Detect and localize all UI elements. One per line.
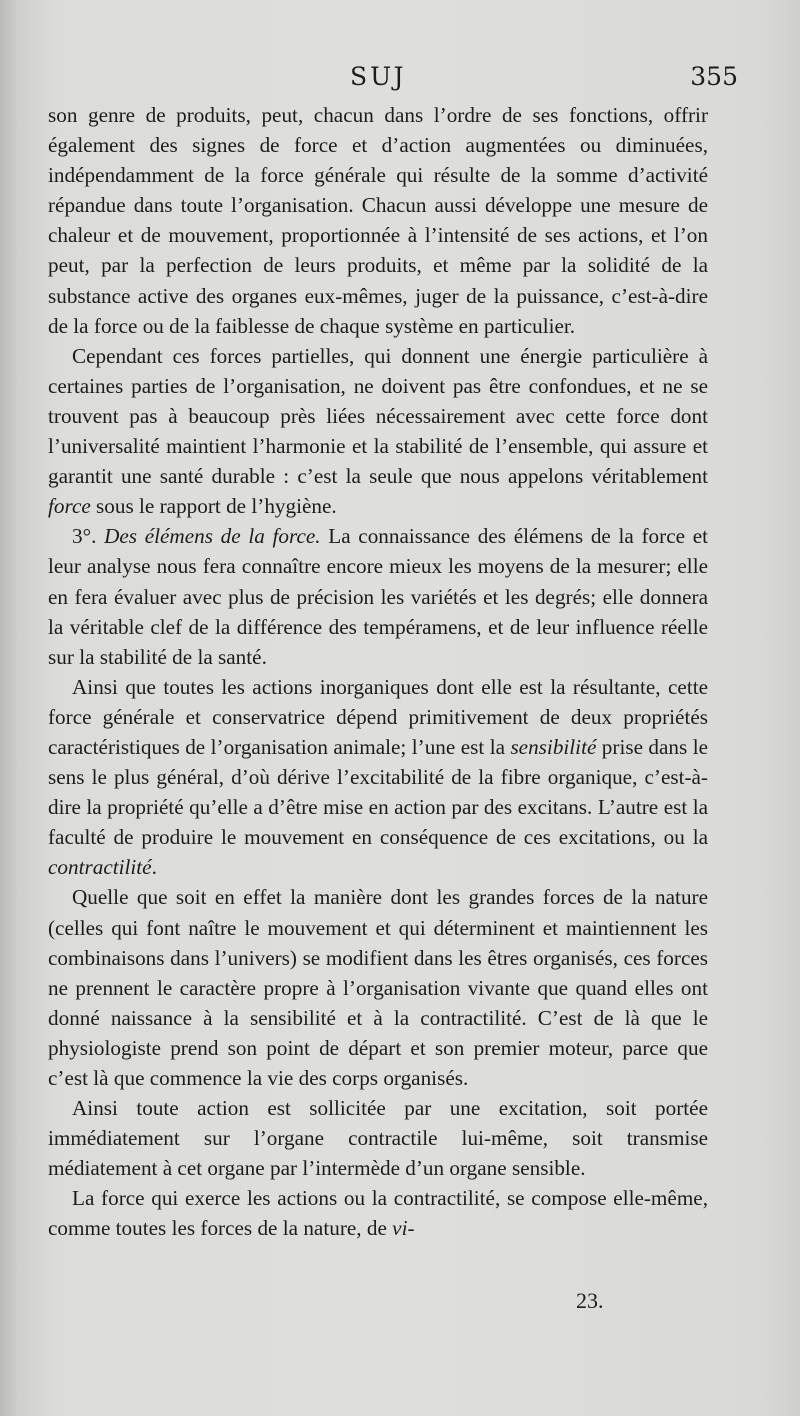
- italic-text: Des élémens de la force.: [104, 524, 321, 549]
- text-run: Cependant ces forces partielles, qui donnent une énergie particulière à certaines parties de l’organisation, ne doivent pas être confondues, et ne se trouvent pas à beaucoup près liées nécessairement avec cette force dont l’universalité maintient l’harmonie et la stabilité de l’ensemble, qui assure et garantit une santé durable : c’est la seule que nous appelons véritablement: [48, 343, 708, 489]
- text-run: La connaissance des élémens de la force et leur analyse nous fera connaître encore mieux les moyens de la mesurer; elle en fera évaluer avec plus de précision les variétés et les degrés; elle donnera la véritable clef de la différence des tempéramens, et de leur influence réelle sur la stabilité de la santé.: [48, 524, 708, 669]
- text-run: La force qui exerce les actions ou la contractilité, se compose elle-même, comme toutes les forces de la nature, de: [48, 1186, 708, 1241]
- text-run: son genre de produits, peut, chacun dans l’ordre de ses fonctions, offrir également des signes de force et d’action augmentées ou diminuées, indépendamment de la force générale qui résulte de la somme d’activité répandue dans toute l’organisation. Chacun aussi développe une mesure de chaleur et de mouvement, proportionnée à l’intensité de ses actions, et l’on peut, par la perfection de leurs produits, et même par la solidité de la substance active des organes eux-mêmes, juger de la puissance, c’est-à-dire de la force ou de la faiblesse de chaque système en particulier.: [48, 103, 708, 338]
- paragraph-p5: [48, 882, 708, 1093]
- paragraph-p1: [48, 100, 708, 341]
- text-run: .: [151, 855, 157, 880]
- paragraph-p6: [48, 1093, 708, 1183]
- paragraph-p7: [48, 1183, 708, 1243]
- text-run: Ainsi que toutes les actions inorganiques dont elle est la résultante, cette force générale et conservatrice dépend primitivement de deux propriétés caractéristiques de l’organisation animale; l’une est la: [48, 674, 708, 759]
- paragraph-p3: [48, 521, 708, 671]
- italic-text: force: [48, 494, 91, 519]
- italic-text: vi-: [392, 1216, 415, 1241]
- paragraph-p4: [48, 672, 708, 883]
- signature-mark: 23.: [576, 1288, 604, 1313]
- body-text: [48, 100, 708, 1244]
- page-number: 355: [690, 62, 738, 91]
- text-run: Quelle que soit en effet la manière dont les grandes forces de la nature (celles qui font naître le mouvement et qui déterminent et maintiennent les combinaisons dans l’univers) se modifient dans les êtres organisés, ces forces ne prennent le caractère propre à l’organisation vivante que quand elles ont donné naissance à la sensibilité et à la contractilité. C’est de là que le physiologiste prend son point de départ et son premier moteur, parce que c’est là que commence la vie des corps organisés.: [48, 885, 708, 1090]
- italic-text: contractilité: [48, 855, 152, 880]
- text-run: 3°.: [72, 524, 105, 549]
- running-head: SUJ: [350, 62, 407, 91]
- page-header: [48, 62, 738, 102]
- paragraph-p2: [48, 341, 708, 522]
- text-run: prise dans le sens le plus général, d’où dérive l’excitabilité de la fibre organique, c’est-à-dire la propriété qu’elle a d’être mise en action par des excitans. L’autre est la faculté de produire le mouvement en conséquence de ces excitations, ou la: [48, 734, 708, 850]
- text-run: sous le rapport de l’hygiène.: [90, 494, 337, 519]
- italic-text: sensibilité: [510, 734, 597, 759]
- text-run: Ainsi toute action est sollicitée par une excitation, soit portée immédiatement sur l’organe contractile lui-même, soit transmise médiatement à cet organe par l’intermède d’un organe sensible.: [48, 1096, 708, 1181]
